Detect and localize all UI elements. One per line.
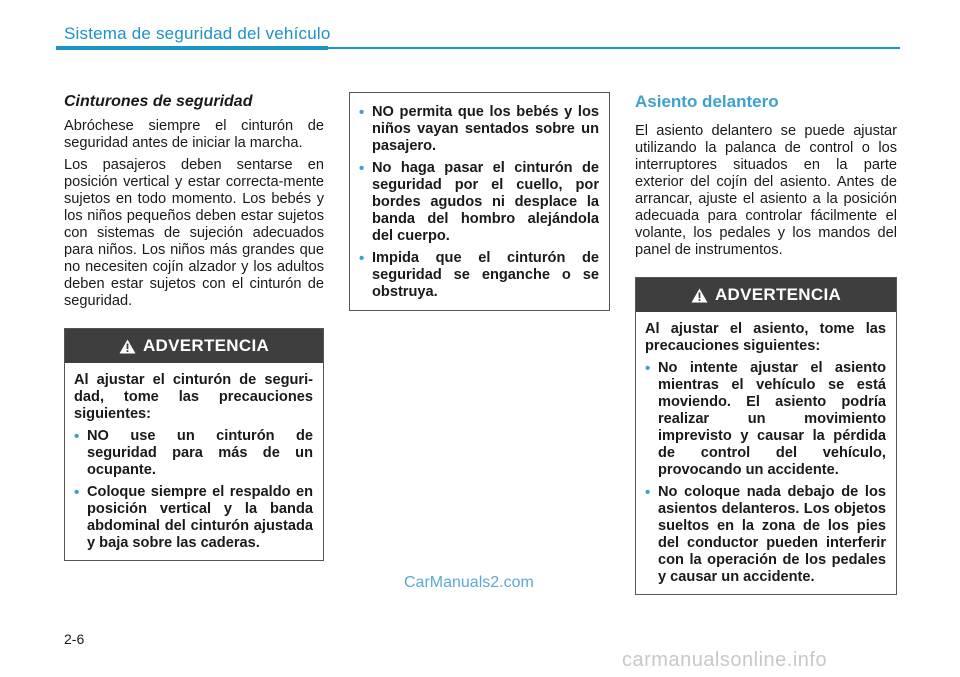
list-item: • No haga pasar el cinturón de seguridad por el cuello, por bordes agudos ni desplace la banda del hombro alejándola del cuerpo. [359, 160, 599, 244]
bullet-dot: • [359, 104, 365, 121]
warning-label: ADVERTENCIA [142, 336, 270, 355]
bullet-dot: • [645, 360, 651, 377]
seatbelt-warning-box [64, 328, 324, 561]
watermark-carmanuals2: CarManuals2.com [404, 574, 534, 591]
header-rule-thick [56, 46, 328, 50]
warning-triangle-icon [691, 288, 708, 303]
seatbelts-paragraph-1: Abróchese siempre el cinturón de seguridad antes de iniciar la marcha. [64, 118, 324, 151]
warning-header [65, 329, 323, 363]
front-seat-paragraph: El asiento delantero se puede ajustar utilizando la palanca de control o los interruptores situados en la parte exterior del cojín del asiento. Antes de arrancar, ajuste el asiento a la posición adecuada para controlar fácilmente el volante, los pedales y los mandos del panel de instrumentos. [635, 123, 897, 258]
seatbelts-paragraph-2: Los pasajeros deben sentarse en posición vertical y estar correcta-mente sujetos en todo momento. Los bebés y los niños pequeños deben estar sujetos con sistemas de sujeción adecuados para niños. Los niños más grandes que no necesiten cojín alzador y los adultos deben estar sujetos con el cinturón de seguridad. [64, 157, 324, 309]
bullet-dot: • [359, 250, 365, 267]
list-item: • NO permita que los bebés y los niños vayan sentados sobre un pasajero. [359, 104, 599, 154]
warning-bullet: • NO use un cinturón de seguridad para más de un ocupante. [74, 428, 313, 478]
warning-label: ADVERTENCIA [714, 285, 842, 304]
warning-intro: Al ajustar el cinturón de seguri-dad, tome las precauciones siguientes: [74, 372, 313, 422]
warning-triangle-icon [119, 339, 136, 354]
watermark-carmanualsonline: carmanualsonline.info [622, 649, 828, 671]
seatbelts-title: Cinturones de seguridad [64, 93, 253, 110]
warning-bullet: • Coloque siempre el respaldo en posición vertical y la banda abdominal del cinturón ajustada y baja sobre las caderas. [74, 484, 313, 551]
right-column [635, 92, 897, 595]
middle-column [349, 92, 610, 311]
page-number: 2-6 [64, 631, 85, 647]
seat-warning-box [635, 277, 897, 595]
section-header-title: Sistema de seguridad del vehículo [64, 24, 331, 43]
bullet-dot: • [74, 428, 80, 445]
front-seat-title: Asiento delantero [635, 92, 779, 111]
header-rule-thin [328, 47, 900, 49]
list-item: • Impida que el cinturón de seguridad se enganche o se obstruya. [359, 250, 599, 300]
bullet-dot: • [359, 160, 365, 177]
warning-header [636, 278, 896, 312]
left-column [64, 93, 324, 561]
bullet-dot: • [74, 484, 80, 501]
seatbelt-bullets-box [349, 92, 610, 311]
warning-bullet: • No coloque nada debajo de los asientos delanteros. Los objetos sueltos en la zona de los pies del conductor pueden interferir con la operación de los pedales y causar un accidente. [645, 484, 886, 585]
warning-bullet: • No intente ajustar el asiento mientras el vehículo se está moviendo. El asiento podría realizar un movimiento imprevisto y causar la pérdida de control del vehículo, provocando un accidente. [645, 360, 886, 478]
warning-intro: Al ajustar el asiento, tome las precauciones siguientes: [645, 321, 886, 354]
bullet-dot: • [645, 484, 651, 501]
